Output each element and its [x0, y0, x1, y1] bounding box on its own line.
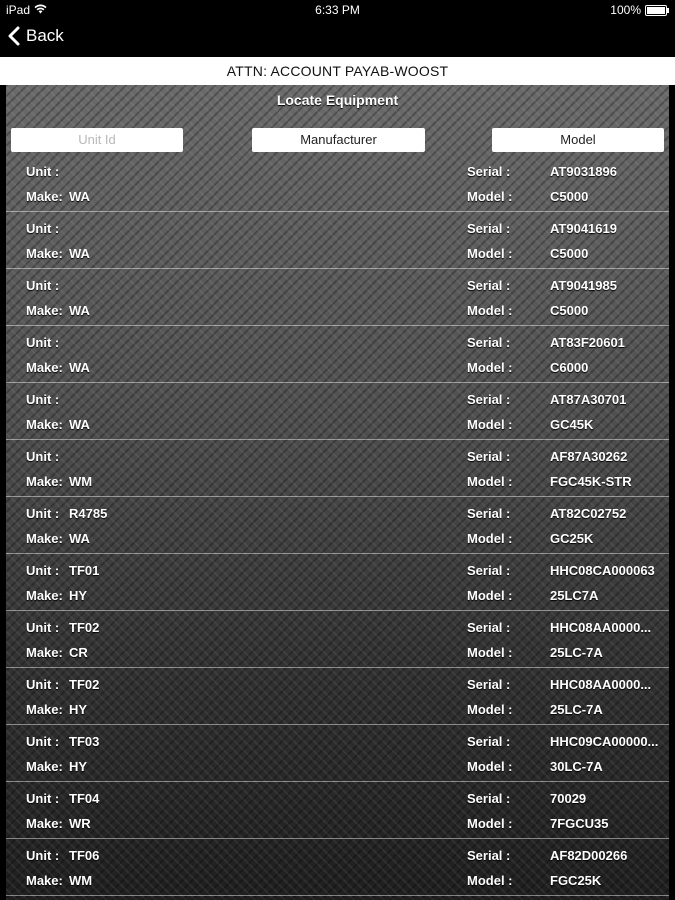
make-value: WA	[69, 189, 90, 204]
model-value: C6000	[550, 360, 589, 375]
serial-value: HHC08AA0000...	[550, 620, 652, 635]
attn-header: ATTN: ACCOUNT PAYAB-WOOST	[0, 57, 675, 85]
model-label: Model :	[467, 759, 513, 774]
model-value: GC45K	[550, 417, 594, 432]
status-time: 6:33 PM	[315, 3, 360, 17]
make-value: WR	[69, 816, 91, 831]
unit-value: TF02	[69, 620, 100, 635]
serial-value: AT83F20601	[550, 335, 625, 350]
make-value: HY	[69, 759, 88, 774]
serial-value: HHC08AA0000...	[550, 677, 652, 692]
unit-value: TF06	[69, 848, 100, 863]
manufacturer-filter-button[interactable]: Manufacturer	[252, 128, 425, 152]
status-right	[610, 3, 667, 17]
make-value: WM	[69, 873, 93, 888]
serial-label: Serial :	[467, 449, 511, 464]
model-label: Model :	[467, 360, 513, 375]
model-label: Model :	[467, 702, 513, 717]
equipment-panel	[6, 85, 669, 900]
make-label: Make:	[26, 816, 63, 831]
model-label: Model :	[467, 303, 513, 318]
make-value: CR	[69, 645, 88, 660]
serial-value: AT9041619	[550, 221, 617, 236]
unit-value: TF02	[69, 677, 100, 692]
model-value: 25LC-7A	[550, 702, 603, 717]
unit-label: Unit :	[26, 734, 60, 749]
equipment-row[interactable]	[6, 212, 669, 269]
model-value: FGC25K	[550, 873, 602, 888]
unit-value: R4785	[69, 506, 108, 521]
model-label: Model :	[467, 417, 513, 432]
equipment-list	[6, 155, 669, 896]
unit-label: Unit :	[26, 677, 60, 692]
make-value: WA	[69, 303, 90, 318]
serial-value: AF82D00266	[550, 848, 628, 863]
equipment-row[interactable]	[6, 155, 669, 212]
unit-label: Unit :	[26, 791, 60, 806]
make-label: Make:	[26, 702, 63, 717]
battery-percent: 100%	[610, 3, 641, 17]
panel-title: Locate Equipment	[276, 92, 399, 108]
equipment-row[interactable]	[6, 383, 669, 440]
model-value: 30LC-7A	[550, 759, 603, 774]
serial-label: Serial :	[467, 221, 511, 236]
unit-label: Unit :	[26, 221, 60, 236]
model-value: C5000	[550, 189, 589, 204]
equipment-row[interactable]	[6, 725, 669, 782]
device-label: iPad	[6, 3, 31, 17]
make-value: WA	[69, 360, 90, 375]
model-value: 25LC-7A	[550, 645, 603, 660]
back-label: Back	[26, 26, 64, 45]
make-value: WA	[69, 531, 90, 546]
make-value: HY	[69, 588, 88, 603]
model-label: Model :	[467, 189, 513, 204]
navigation-bar	[0, 20, 675, 57]
unit-label: Unit :	[26, 278, 60, 293]
equipment-row[interactable]	[6, 326, 669, 383]
serial-value: HHC09CA00000...	[550, 734, 659, 749]
unit-label: Unit :	[26, 563, 60, 578]
equipment-row[interactable]	[6, 497, 669, 554]
unit-label: Unit :	[26, 392, 60, 407]
serial-label: Serial :	[467, 164, 511, 179]
serial-label: Serial :	[467, 734, 511, 749]
battery-icon	[645, 5, 667, 16]
serial-value: AT82C02752	[550, 506, 627, 521]
make-value: WM	[69, 474, 93, 489]
make-label: Make:	[26, 759, 63, 774]
equipment-row[interactable]	[6, 440, 669, 497]
make-label: Make:	[26, 873, 63, 888]
make-label: Make:	[26, 474, 63, 489]
serial-label: Serial :	[467, 563, 511, 578]
unit-label: Unit :	[26, 449, 60, 464]
serial-value: HHC08CA000063	[550, 563, 655, 578]
status-bar	[0, 0, 675, 20]
serial-label: Serial :	[467, 677, 511, 692]
unit-label: Unit :	[26, 848, 60, 863]
make-value: WA	[69, 417, 90, 432]
model-value: 7FGCU35	[550, 816, 609, 831]
unit-value: TF03	[69, 734, 100, 749]
model-value: C5000	[550, 246, 589, 261]
serial-label: Serial :	[467, 506, 511, 521]
model-label: Model :	[467, 474, 513, 489]
serial-value: AT87A30701	[550, 392, 627, 407]
equipment-row[interactable]	[6, 269, 669, 326]
model-value: C5000	[550, 303, 589, 318]
make-label: Make:	[26, 531, 63, 546]
model-filter-button[interactable]: Model	[492, 128, 664, 152]
unit-label: Unit :	[26, 335, 60, 350]
serial-value: AF87A30262	[550, 449, 628, 464]
equipment-row[interactable]	[6, 554, 669, 611]
serial-label: Serial :	[467, 392, 511, 407]
serial-label: Serial :	[467, 620, 511, 635]
serial-label: Serial :	[467, 335, 511, 350]
model-label: Model :	[467, 531, 513, 546]
equipment-row[interactable]	[6, 839, 669, 896]
model-label: Model :	[467, 645, 513, 660]
model-value: 25LC7A	[550, 588, 599, 603]
serial-label: Serial :	[467, 791, 511, 806]
model-value: GC25K	[550, 531, 594, 546]
model-label: Model :	[467, 588, 513, 603]
equipment-row[interactable]	[6, 668, 669, 725]
make-label: Make:	[26, 189, 63, 204]
make-value: HY	[69, 702, 88, 717]
equipment-row[interactable]	[6, 611, 669, 668]
filter-bar	[6, 115, 669, 147]
make-label: Make:	[26, 246, 63, 261]
unit-label: Unit :	[26, 164, 60, 179]
make-value: WA	[69, 246, 90, 261]
model-label: Model :	[467, 246, 513, 261]
equipment-row[interactable]	[6, 782, 669, 839]
back-button[interactable]	[8, 26, 64, 46]
make-label: Make:	[26, 417, 63, 432]
unit-id-filter-input[interactable]: Unit Id	[11, 128, 183, 152]
serial-value: AT9041985	[550, 278, 617, 293]
serial-label: Serial :	[467, 848, 511, 863]
model-value: FGC45K-STR	[550, 474, 632, 489]
make-label: Make:	[26, 303, 63, 318]
unit-label: Unit :	[26, 620, 60, 635]
model-label: Model :	[467, 873, 513, 888]
serial-value: 70029	[550, 791, 587, 806]
unit-value: TF04	[69, 791, 100, 806]
serial-value: AT9031896	[550, 164, 617, 179]
make-label: Make:	[26, 360, 63, 375]
model-label: Model :	[467, 816, 513, 831]
make-label: Make:	[26, 645, 63, 660]
unit-value: TF01	[69, 563, 100, 578]
chevron-left-icon	[8, 26, 20, 46]
make-label: Make:	[26, 588, 63, 603]
serial-label: Serial :	[467, 278, 511, 293]
unit-label: Unit :	[26, 506, 60, 521]
